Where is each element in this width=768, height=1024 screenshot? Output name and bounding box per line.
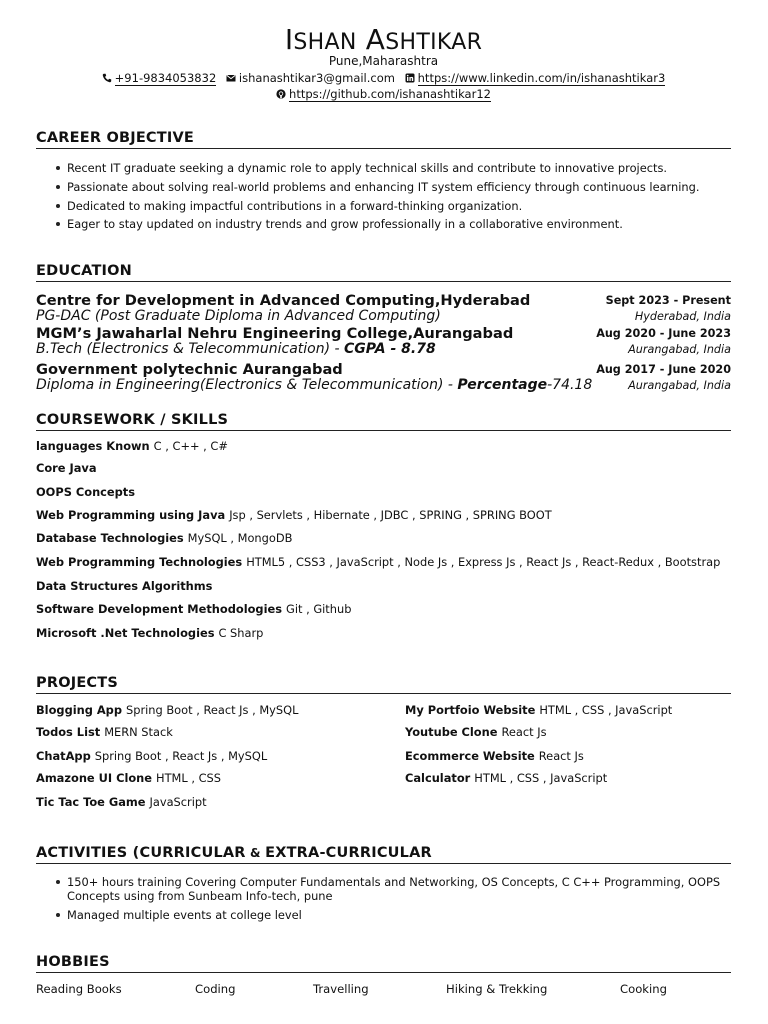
degree-line: PG-DAC (Post Graduate Diploma in Advanced Computing) (36, 308, 441, 324)
hobby-item: Reading Books (36, 982, 122, 996)
project-item: Tic Tac Toe Game JavaScript (36, 795, 207, 809)
skills-heading: COURSEWORK / SKILLS (36, 412, 731, 431)
education-place: Aurangabad, India (628, 343, 731, 356)
career-objective-list (36, 161, 731, 236)
phone-icon (102, 73, 112, 83)
hobby-item: Travelling (313, 982, 369, 996)
list-item: Passionate about solving real-world problems and enhancing IT system efficiency through continuous learning. (67, 180, 731, 194)
hobby-item: Coding (195, 982, 236, 996)
activities-heading: ACTIVITIES (CURRICULAR & EXTRA-CURRICULAR (36, 845, 731, 864)
education-dates: Aug 2017 - June 2020 (596, 363, 731, 376)
projects-heading: PROJECTS (36, 675, 731, 694)
education-entry (36, 292, 731, 324)
institution-name: Centre for Development in Advanced Computing,Hyderabad (36, 292, 531, 309)
skill-row: Microsoft .Net Technologies C Sharp (36, 626, 264, 640)
linkedin-link[interactable]: https://www.linkedin.com/in/ishanashtikar3 (417, 71, 666, 85)
skill-row: languages Known C , C++ , C# (36, 439, 228, 453)
contact-row (36, 71, 731, 85)
project-item: Youtube Clone React Js (405, 725, 547, 739)
education-place: Aurangabad, India (628, 379, 731, 392)
phone-link[interactable]: +91-9834053832 (114, 71, 217, 85)
project-item: Amazone UI Clone HTML , CSS (36, 771, 221, 785)
education-heading: EDUCATION (36, 263, 731, 282)
skill-row: Data Structures Algorithms (36, 579, 213, 593)
skill-row: Core Java (36, 461, 97, 475)
phone-contact[interactable] (102, 71, 217, 85)
activities-list (36, 875, 731, 927)
education-dates: Aug 2020 - June 2023 (596, 327, 731, 340)
skill-row: Web Programming using Java Jsp , Servlets , Hibernate , JDBC , SPRING , SPRING BOOT (36, 508, 552, 522)
list-item: Eager to stay updated on industry trends and grow professionally in a collaborative environment. (67, 217, 731, 231)
hobby-item: Cooking (620, 982, 667, 996)
skill-row: Web Programming Technologies HTML5 , CSS3 , JavaScript , Node Js , Express Js , React Js , React-Redux , Bootstrap (36, 555, 721, 569)
skill-row: Database Technologies MySQL , MongoDB (36, 531, 293, 545)
list-item: Recent IT graduate seeking a dynamic role to apply technical skills and contribute to innovative projects. (67, 161, 731, 175)
list-item: Dedicated to making impactful contributions in a forward-thinking organization. (67, 199, 731, 213)
degree-line: B.Tech (Electronics & Telecommunication) - CGPA - 8.78 (36, 341, 436, 357)
education-place: Hyderabad, India (634, 310, 731, 323)
career-objective-heading: CAREER OBJECTIVE (36, 130, 731, 149)
project-item: ChatApp Spring Boot , React Js , MySQL (36, 749, 268, 763)
github-icon (276, 89, 286, 99)
project-item: Todos List MERN Stack (36, 725, 173, 739)
email-contact[interactable] (226, 71, 395, 85)
project-item: My Portfoio Website HTML , CSS , JavaScript (405, 703, 673, 717)
location: Pune,Maharashtra (328, 54, 439, 68)
degree-line: Diploma in Engineering(Electronics & Telecommunication) - Percentage-74.18 (36, 377, 593, 393)
education-dates: Sept 2023 - Present (605, 294, 731, 307)
github-contact[interactable] (276, 87, 491, 101)
candidate-name: ISHAN ASHTIKAR (284, 23, 483, 56)
linkedin-contact[interactable] (405, 71, 666, 85)
hobby-item: Hiking & Trekking (446, 982, 548, 996)
github-link[interactable]: https://github.com/ishanashtikar12 (289, 87, 491, 101)
list-item: 150+ hours training Covering Computer Fundamentals and Networking, OS Concepts, C C++ Programming, OOPS Concepts using from Sunbeam Info-tech, pune (67, 875, 731, 903)
education-entry (36, 361, 731, 393)
project-item: Blogging App Spring Boot , React Js , MySQL (36, 703, 299, 717)
contact-row-2 (36, 87, 731, 101)
skill-row: Software Development Methodologies Git , Github (36, 602, 352, 616)
hobbies-heading: HOBBIES (36, 954, 731, 973)
skill-row: OOPS Concepts (36, 485, 136, 499)
envelope-icon (226, 73, 236, 83)
project-item: Calculator HTML , CSS , JavaScript (405, 771, 608, 785)
education-entry (36, 325, 731, 357)
institution-name: MGM’s Jawaharlal Nehru Engineering College,Aurangabad (36, 325, 514, 342)
institution-name: Government polytechnic Aurangabad (36, 361, 343, 378)
list-item: Managed multiple events at college level (67, 908, 731, 922)
email-link[interactable]: ishanashtikar3@gmail.com (238, 71, 395, 85)
project-item: Ecommerce Website React Js (405, 749, 584, 763)
linkedin-icon (405, 73, 415, 83)
